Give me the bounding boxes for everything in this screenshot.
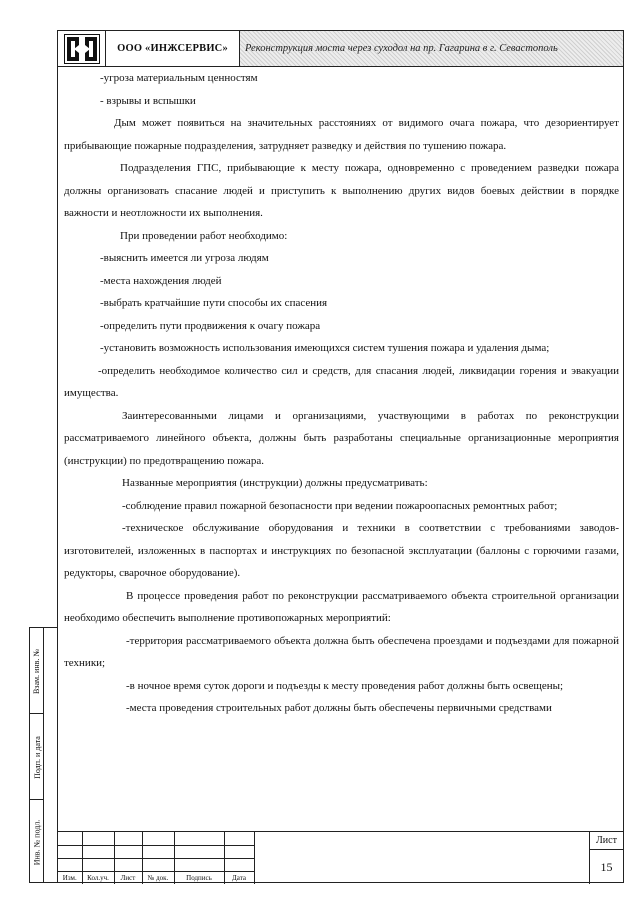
paragraph: -определить пути продвижения к очагу пожара: [100, 319, 321, 332]
company-logo-icon: [64, 34, 100, 64]
paragraph: -угроза материальным ценностям: [100, 72, 258, 84]
paragraph: -соблюдение правил пожарной безопасности при ведении пожароопасных ремонтных работ;: [122, 499, 558, 512]
paragraph: Дым может появиться на значительных расстояниях от видимого очага пожара, что дезориентирует прибывающие пожарные подразделения, затрудняет разведку и действия по тушению пожара.: [64, 117, 619, 152]
sheet-number: 15: [600, 860, 613, 874]
stamp-col-doc: № док.: [142, 871, 174, 884]
paragraph: -установить возможность использования имеющихся систем тушения пожара и удаления дыма;: [100, 342, 550, 354]
stamp-col-date: Дата: [224, 871, 254, 884]
paragraph: -в ночное время суток дороги и подъезды к месту проведения работ должны быть освещены;: [126, 679, 564, 692]
stamp-row: [58, 845, 254, 858]
document-body: [64, 67, 619, 720]
paragraph: -места проведения строительных работ должны быть обеспечены первичными средствами: [126, 702, 552, 714]
strip-label-inv-podl: Инв. № подл.: [32, 819, 42, 865]
revision-stamp-table: [58, 832, 255, 884]
stamp-row: [58, 832, 254, 845]
stamp-col-kol-uch: Кол.уч.: [82, 871, 114, 884]
sheet-box: [589, 832, 623, 884]
paragraph: -техническое обслуживание оборудования и техники в соответствии с требованиями заводов-изготовителей, изложенных в паспортах и инструкциях по безопасной эксплуатации (баллоны с горючими газами, редукторы, сварочное оборудование).: [64, 522, 619, 579]
stamp-row: [58, 858, 254, 871]
sheet-label: Лист: [590, 832, 623, 850]
stamp-header-row: [58, 871, 254, 884]
page-header: [58, 31, 623, 67]
paragraph: Названные мероприятия (инструкции) должны предусматривать:: [122, 477, 428, 489]
stamp-col-list: Лист: [114, 871, 142, 884]
paragraph: Заинтересованными лицами и организациями, участвующими в работах по реконструкции рассматриваемого линейного объекта, должны быть разработаны специальные организационные мероприятия (инструкции) по предотвращению пожара.: [64, 409, 619, 467]
project-title: Реконструкция моста через суходол на пр. Гагарина в г. Севастополь: [240, 31, 623, 66]
title-block: [58, 831, 623, 883]
paragraph: -выяснить имеется ли угроза людям: [100, 252, 269, 264]
paragraph: -территория рассматриваемого объекта должна быть обеспечена проездами и подъездами для пожарной техники;: [64, 634, 619, 669]
paragraph: -выбрать кратчайшие пути способы их спасения: [100, 297, 328, 309]
strip-label-vzam-inv: Взам. инв. №: [32, 648, 42, 694]
company-logo: [58, 31, 106, 66]
paragraph: Подразделения ГПС, прибывающие к месту пожара, одновременно с проведением разведки пожара должны организовать спасание людей и приступить к выполнению других видов боевых действии в порядке важности и неотложности их выполнения.: [64, 162, 619, 219]
side-approval-strip: [29, 627, 57, 883]
strip-label-podp-data: Подп. и дата: [32, 735, 42, 779]
document-frame: [57, 30, 624, 883]
paragraph: При проведении работ необходимо:: [120, 229, 288, 242]
paragraph: - взрывы и вспышки: [100, 94, 196, 107]
company-name: ООО «ИНЖСЕРВИС»: [106, 31, 240, 66]
paragraph: -места нахождения людей: [100, 274, 222, 287]
paragraph: В процессе проведения работ по реконструкции рассматриваемого объекта строительной организации необходимо обеспечить выполнение противопожарных мероприятий:: [64, 589, 619, 624]
paragraph: -определить необходимое количество сил и средств, для спасания людей, ликвидации горения и эвакуации имущества.: [64, 364, 619, 399]
stamp-col-izm: Изм.: [58, 871, 82, 884]
stamp-col-signature: Подпись: [174, 871, 224, 884]
